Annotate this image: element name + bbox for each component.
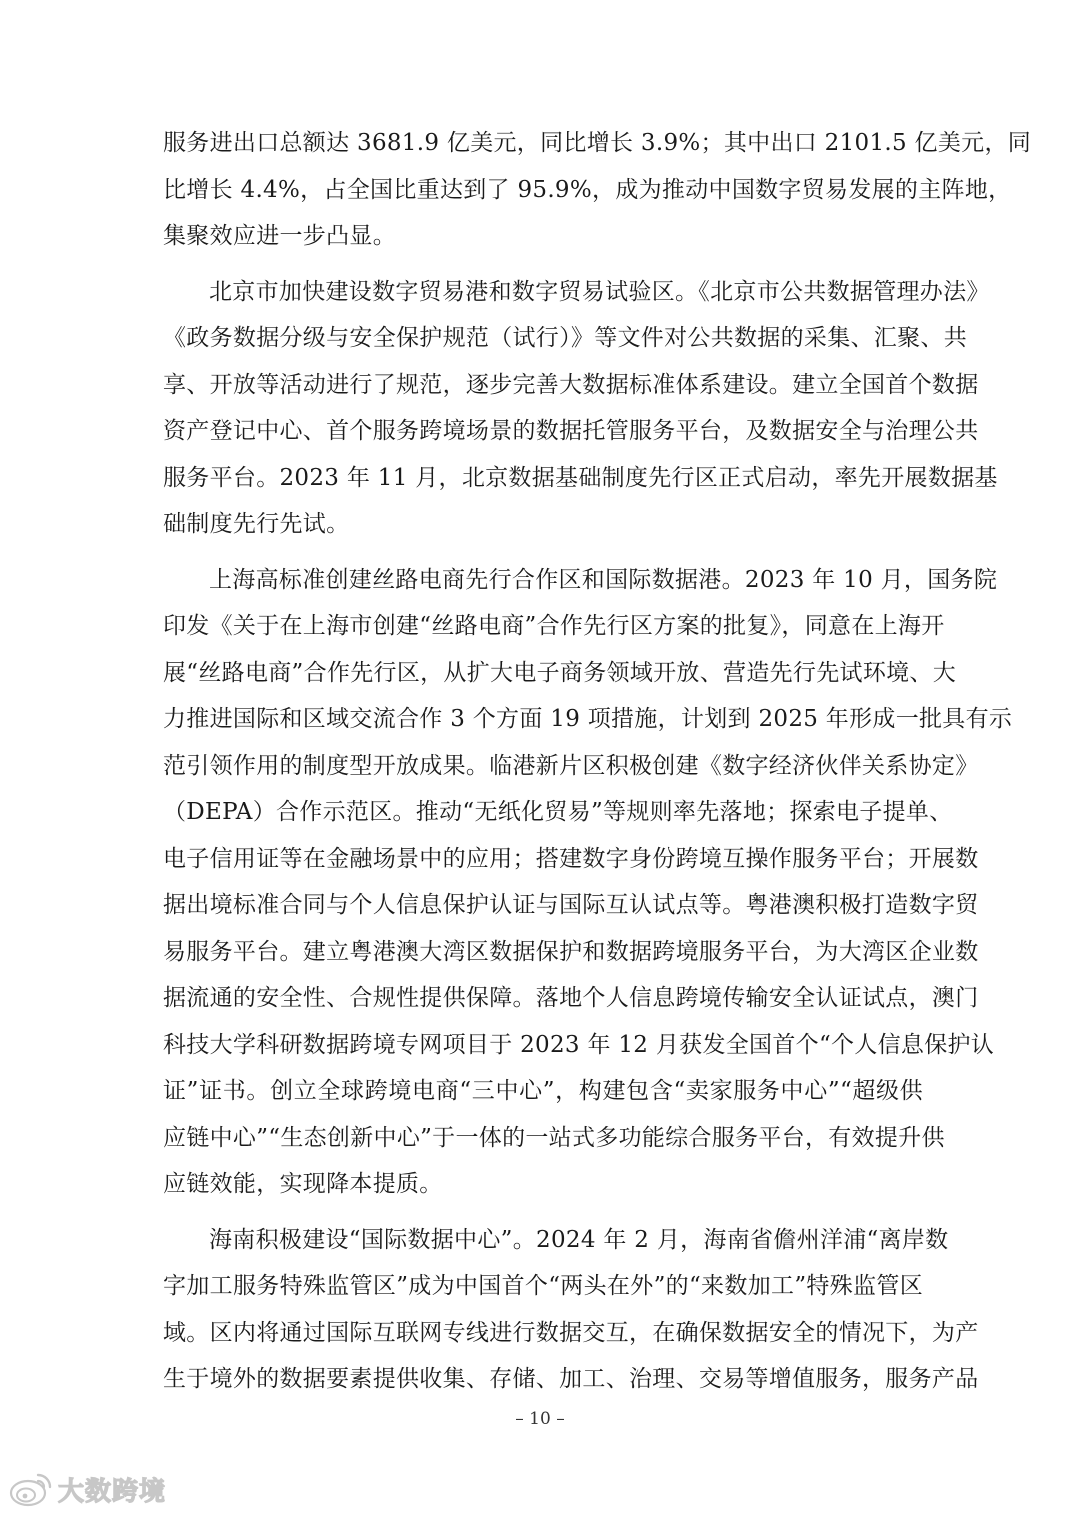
text-line: 易服务平台。建立粤港澳大湾区数据保护和数据跨境服务平台，为大湾区企业数 bbox=[163, 938, 979, 965]
paragraph bbox=[163, 120, 1032, 260]
text-line: 服务平台。2023 年 11 月，北京数据基础制度先行区正式启动，率先开展数据基 bbox=[163, 464, 998, 491]
text-line: 集聚效应进一步凸显。 bbox=[163, 223, 396, 249]
paragraph bbox=[163, 1217, 979, 1403]
text-line: （DEPA）合作示范区。推动“无纸化贸易”等规则率先落地；探索电子提单、 bbox=[163, 799, 953, 825]
text-line: 字加工服务特殊监管区”成为中国首个“两头在外”的“来数加工”特殊监管区 bbox=[163, 1273, 923, 1299]
watermark bbox=[8, 1464, 166, 1514]
text-line: 《政务数据分级与安全保护规范（试行）》等文件对公共数据的采集、汇聚、共 bbox=[163, 325, 967, 351]
text-line: 域。区内将通过国际互联网专线进行数据交互，在确保数据安全的情况下，为产 bbox=[163, 1319, 979, 1346]
text-line: 比增长 4.4%，占全国比重达到了 95.9%，成为推动中国数字贸易发展的主阵地， bbox=[163, 176, 1012, 203]
paragraph bbox=[163, 269, 998, 548]
weibo-logo-icon bbox=[8, 1469, 54, 1509]
text-line: 北京市加快建设数字贸易港和数字贸易试验区。《北京市公共数据管理办法》 bbox=[209, 278, 990, 305]
watermark-text: 大数跨境 bbox=[58, 1476, 167, 1507]
text-line: 电子信用证等在金融场景中的应用；搭建数字身份跨境互操作服务平台；开展数 bbox=[163, 845, 979, 872]
text-line: 资产登记中心、首个服务跨境场景的数据托管服务平台，及数据安全与治理公共 bbox=[163, 418, 979, 444]
text-line: 范引领作用的制度型开放成果。临港新片区积极创建《数字经济伙伴关系协定》 bbox=[163, 752, 979, 779]
text-line: 享、开放等活动进行了规范，逐步完善大数据标准体系建设。建立全国首个数据 bbox=[163, 371, 979, 398]
text-line: 证”证书。创立全球跨境电商“三中心”，构建包含“卖家服务中心”“超级供 bbox=[163, 1078, 923, 1104]
text-line: 展“丝路电商”合作先行区，从扩大电子商务领域开放、营造先行先试环境、大 bbox=[163, 659, 957, 686]
text-line: 础制度先行先试。 bbox=[163, 511, 350, 537]
text-line: 力推进国际和区域交流合作 3 个方面 19 项措施，计划到 2025 年形成一批具有示 bbox=[163, 706, 1013, 732]
text-line: 据流通的安全性、合规性提供保障。落地个人信息跨境传输安全认证试点，澳门 bbox=[163, 985, 979, 1011]
text-line: 科技大学科研数据跨境专网项目于 2023 年 12 月获发全国首个“个人信息保护认 bbox=[163, 1031, 995, 1058]
page-number: – 10 – bbox=[515, 1409, 565, 1429]
text-line: 据出境标准合同与个人信息保护认证与国际互认试点等。粤港澳积极打造数字贸 bbox=[163, 892, 979, 918]
text-line: 印发《关于在上海市创建“丝路电商”合作先行区方案的批复》，同意在上海开 bbox=[163, 613, 945, 639]
paragraph bbox=[163, 557, 1013, 1208]
body-text bbox=[163, 120, 1032, 1412]
text-line: 应链效能，实现降本提质。 bbox=[163, 1171, 443, 1197]
text-line: 生于境外的数据要素提供收集、存储、加工、治理、交易等增值服务，服务产品 bbox=[163, 1366, 979, 1392]
text-line: 服务进出口总额达 3681.9 亿美元，同比增长 3.9%；其中出口 2101.5 亿美元，同 bbox=[163, 130, 1032, 156]
text-line: 应链中心”“生态创新中心”于一体的一站式多功能综合服务平台，有效提升供 bbox=[163, 1124, 945, 1151]
text-line: 上海高标准创建丝路电商先行合作区和国际数据港。2023 年 10 月，国务院 bbox=[209, 566, 998, 593]
text-line: 海南积极建设“国际数据中心”。2024 年 2 月，海南省儋州洋浦“离岸数 bbox=[209, 1226, 949, 1253]
